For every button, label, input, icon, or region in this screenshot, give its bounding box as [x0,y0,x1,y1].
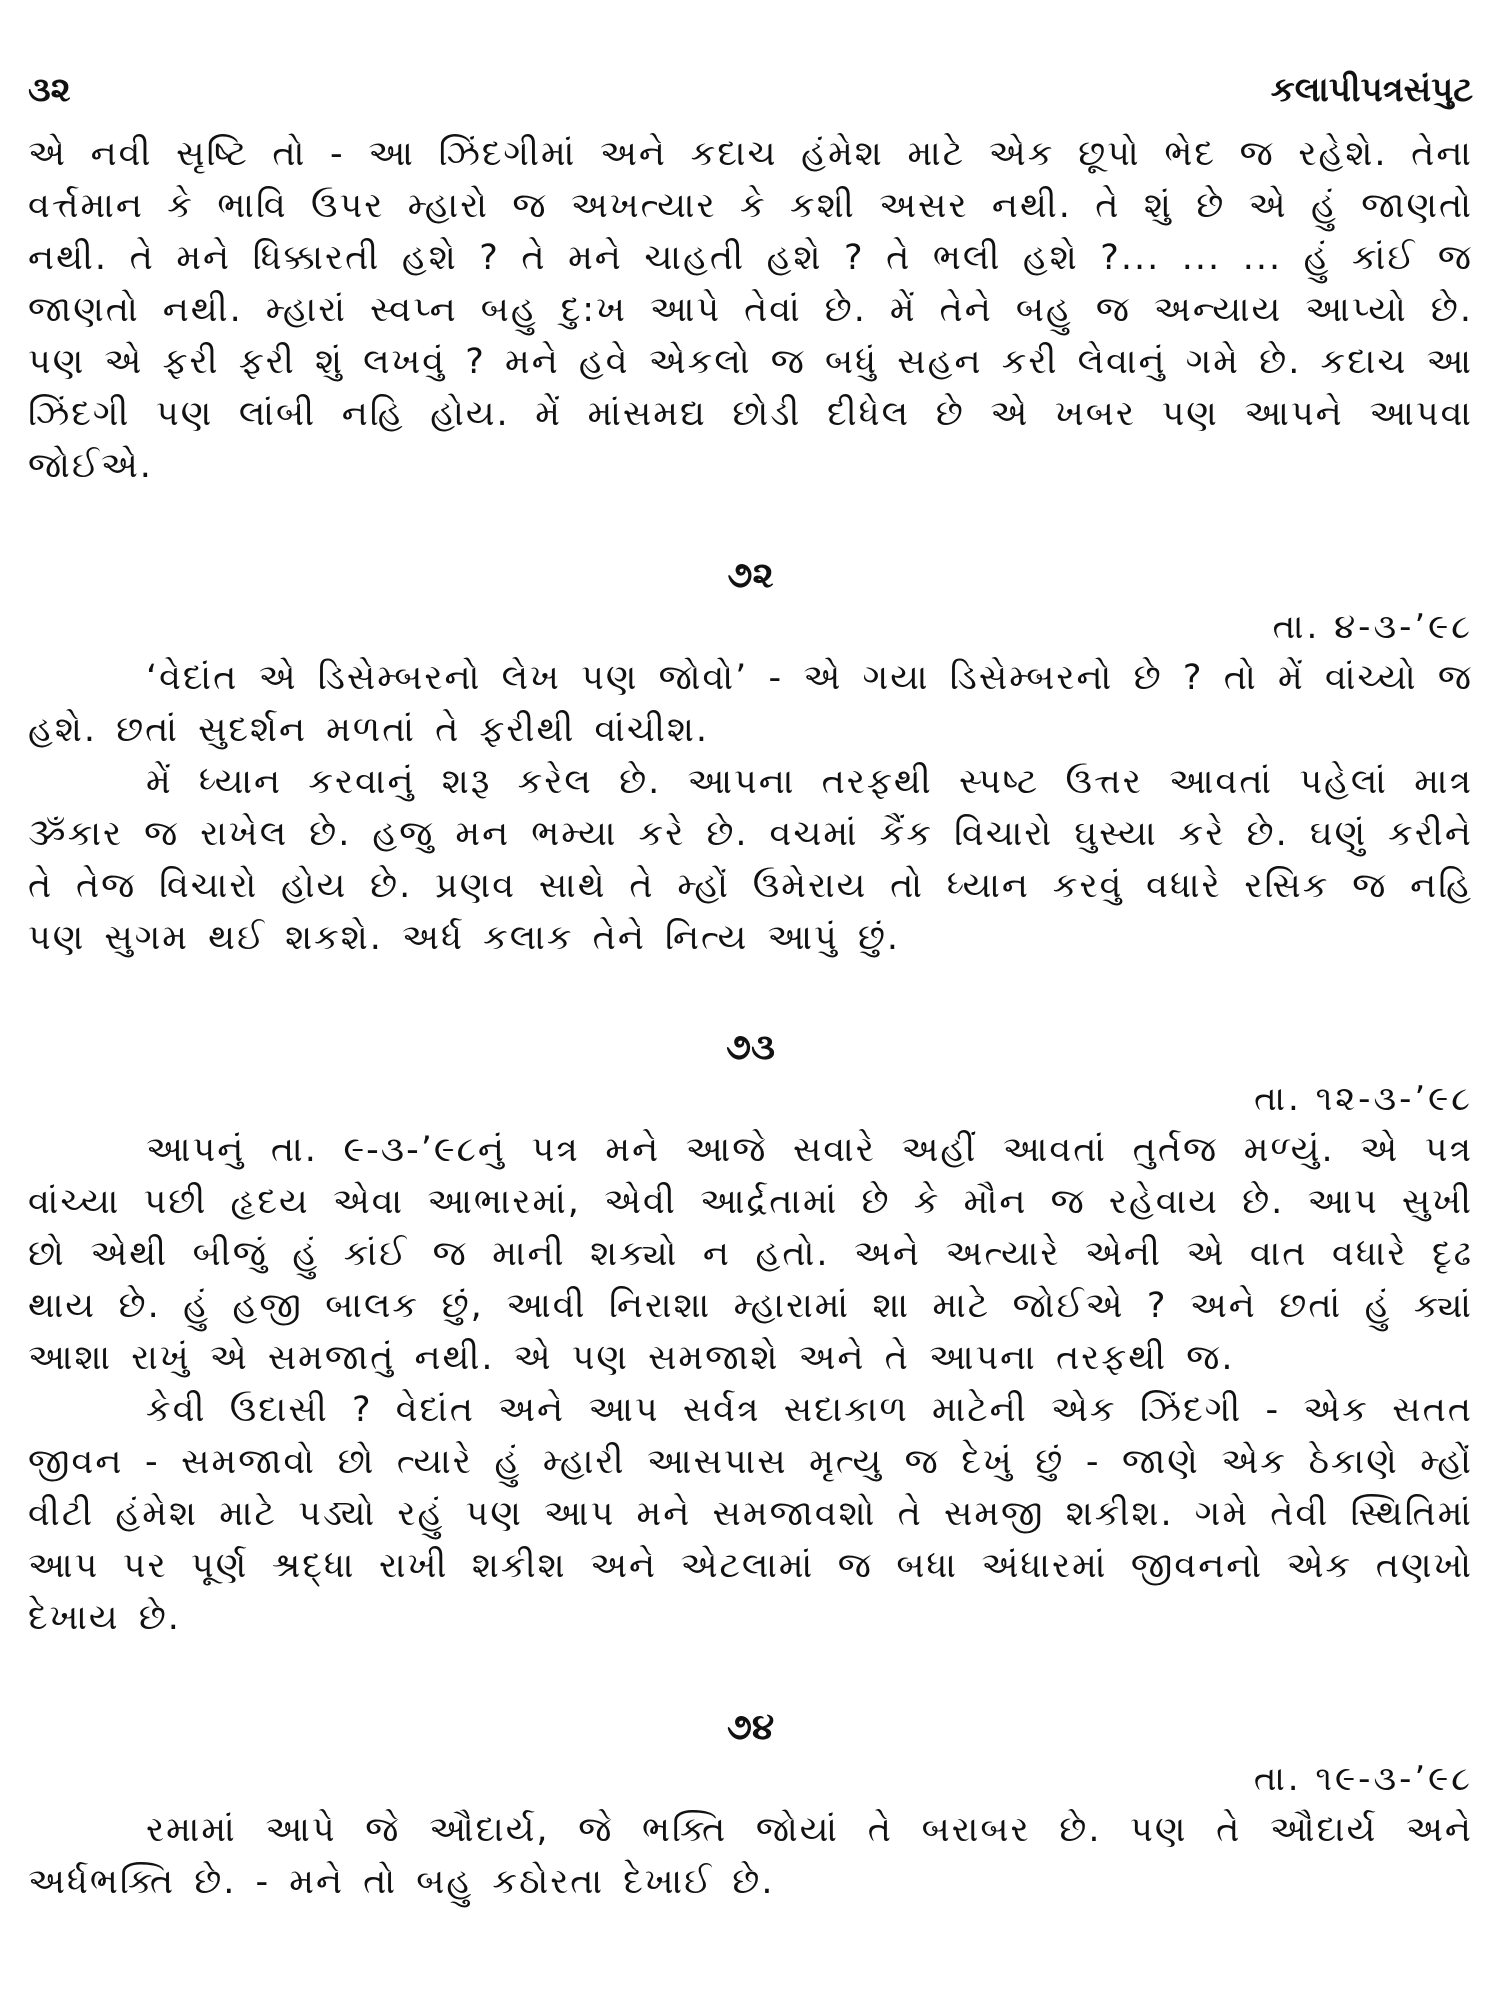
letter-number: ૭૪ [726,1707,775,1748]
section-spacer [28,492,1473,550]
book-title: કલાપીપત્રસંપુટ [1270,70,1473,110]
section-spacer [28,964,1473,1022]
letter-number: ૭૨ [727,555,774,596]
letter-paragraph: આપનું તા. ૯-૩-’૯૮નું પત્ર મને આજે સવારે અહીં આવતાં તુર્તજ મળ્યું. એ પત્ર વાંચ્યા પછી હૃદય એવા આભારમાં, એવી આર્દ્રતામાં છે કે મૌન જ રહેવાય છે. આપ સુખી છો એથી બીજું હું કાંઈ જ માની શક્યો ન હતો. અને અત્યારે એની એ વાત વધારે દૃઢ થાય છે. હું હજી બાલક છું, આવી નિરાશા મ્હારામાં શા માટે જોઈએ ? અને છતાં હું ક્યાં આશા રાખું એ સમજાતું નથી. એ પણ સમજાશે અને તે આપના તરફથી જ. [28,1130,1473,1378]
letter-paragraph: ‘વેદાંત એ ડિસેમ્બરનો લેખ પણ જોવો’ - એ ગયા ડિસેમ્બરનો છે ? તો મેં વાંચ્યો જ હશે. છતાં સુદર્શન મળતાં તે ફરીથી વાંચીશ. [28,658,1473,750]
letter-72 [28,550,1473,964]
letter-number: ૭૩ [726,1027,775,1068]
letter-73 [28,1022,1473,1644]
page-header [28,70,1473,128]
book-page [28,70,1473,1908]
letter-date: તા. ૧૯-૩-’૯૮ [1253,1759,1473,1799]
letter-date: તા. ૪-૩-’૯૮ [1272,607,1473,647]
letter-74 [28,1702,1473,1908]
letter-paragraph: કેવી ઉદાસી ? વેદાંત અને આપ સર્વત્ર સદાકાળ માટેની એક ઝિંદગી - એક સતત જીવન - સમજાવો છો ત્યારે હું મ્હારી આસપાસ મૃત્યુ જ દેખું છું - જાણે એક ઠેકાણે મ્હોં વીટી હંમેશ માટે પડ્યો રહું પણ આપ મને સમજાવશો તે સમજી શકીશ. ગમે તેવી સ્થિતિમાં આપ પર પૂર્ણ શ્રદ્ધા રાખી શકીશ અને એટલામાં જ બધા અંધારમાં જીવનનો એક તણખો દેખાય છે. [28,1390,1473,1638]
page-number: ૩૨ [28,70,71,110]
intro-paragraph: એ નવી સૃષ્ટિ તો - આ ઝિંદગીમાં અને કદાચ હંમેશ માટે એક છૂપો ભેદ જ રહેશે. તેના વર્ત્તમાન કે ભાવિ ઉપર મ્હારો જ અખત્યાર કે કશી અસર નથી. તે શું છે એ હું જાણતો નથી. તે મને ધિક્કારતી હશે ? તે મને ચાહતી હશે ? તે ભલી હશે ?... ... ... હું કાંઈ જ જાણતો નથી. મ્હારાં સ્વપ્ન બહુ દુ:ખ આપે તેવાં છે. મેં તેને બહુ જ અન્યાય આપ્યો છે. પણ એ ફરી ફરી શું લખવું ? મને હવે એકલો જ બધું સહન કરી લેવાનું ગમે છે. કદાચ આ ઝિંદગી પણ લાંબી નહિ હોય. મેં માંસમદ્ય છોડી દીધેલ છે એ ખબર પણ આપને આપવા જોઈએ. [28,134,1473,486]
section-spacer [28,1644,1473,1702]
letter-date: તા. ૧૨-૩-’૯૮ [1254,1079,1473,1119]
letter-paragraph: રમામાં આપે જે ઔદાર્ય, જે ભક્તિ જોયાં તે બરાબર છે. પણ તે ઔદાર્ય અને અર્ધભક્તિ છે. - મને તો બહુ કઠોરતા દેખાઈ છે. [28,1810,1473,1902]
letter-paragraph: મેં ધ્યાન કરવાનું શરૂ કરેલ છે. આપના તરફથી સ્પષ્ટ ઉત્તર આવતાં પહેલાં માત્ર ૐકાર જ રાખેલ છે. હજુ મન ભમ્યા કરે છે. વચમાં કૈંક વિચારો ઘુસ્યા કરે છે. ઘણું કરીને તે તેજ વિચારો હોય છે. પ્રણવ સાથે તે મ્હોં ઉમેરાય તો ધ્યાન કરવું વધારે રસિક જ નહિ પણ સુગમ થઈ શકશે. અર્ધ કલાક તેને નિત્ય આપું છું. [28,762,1473,958]
